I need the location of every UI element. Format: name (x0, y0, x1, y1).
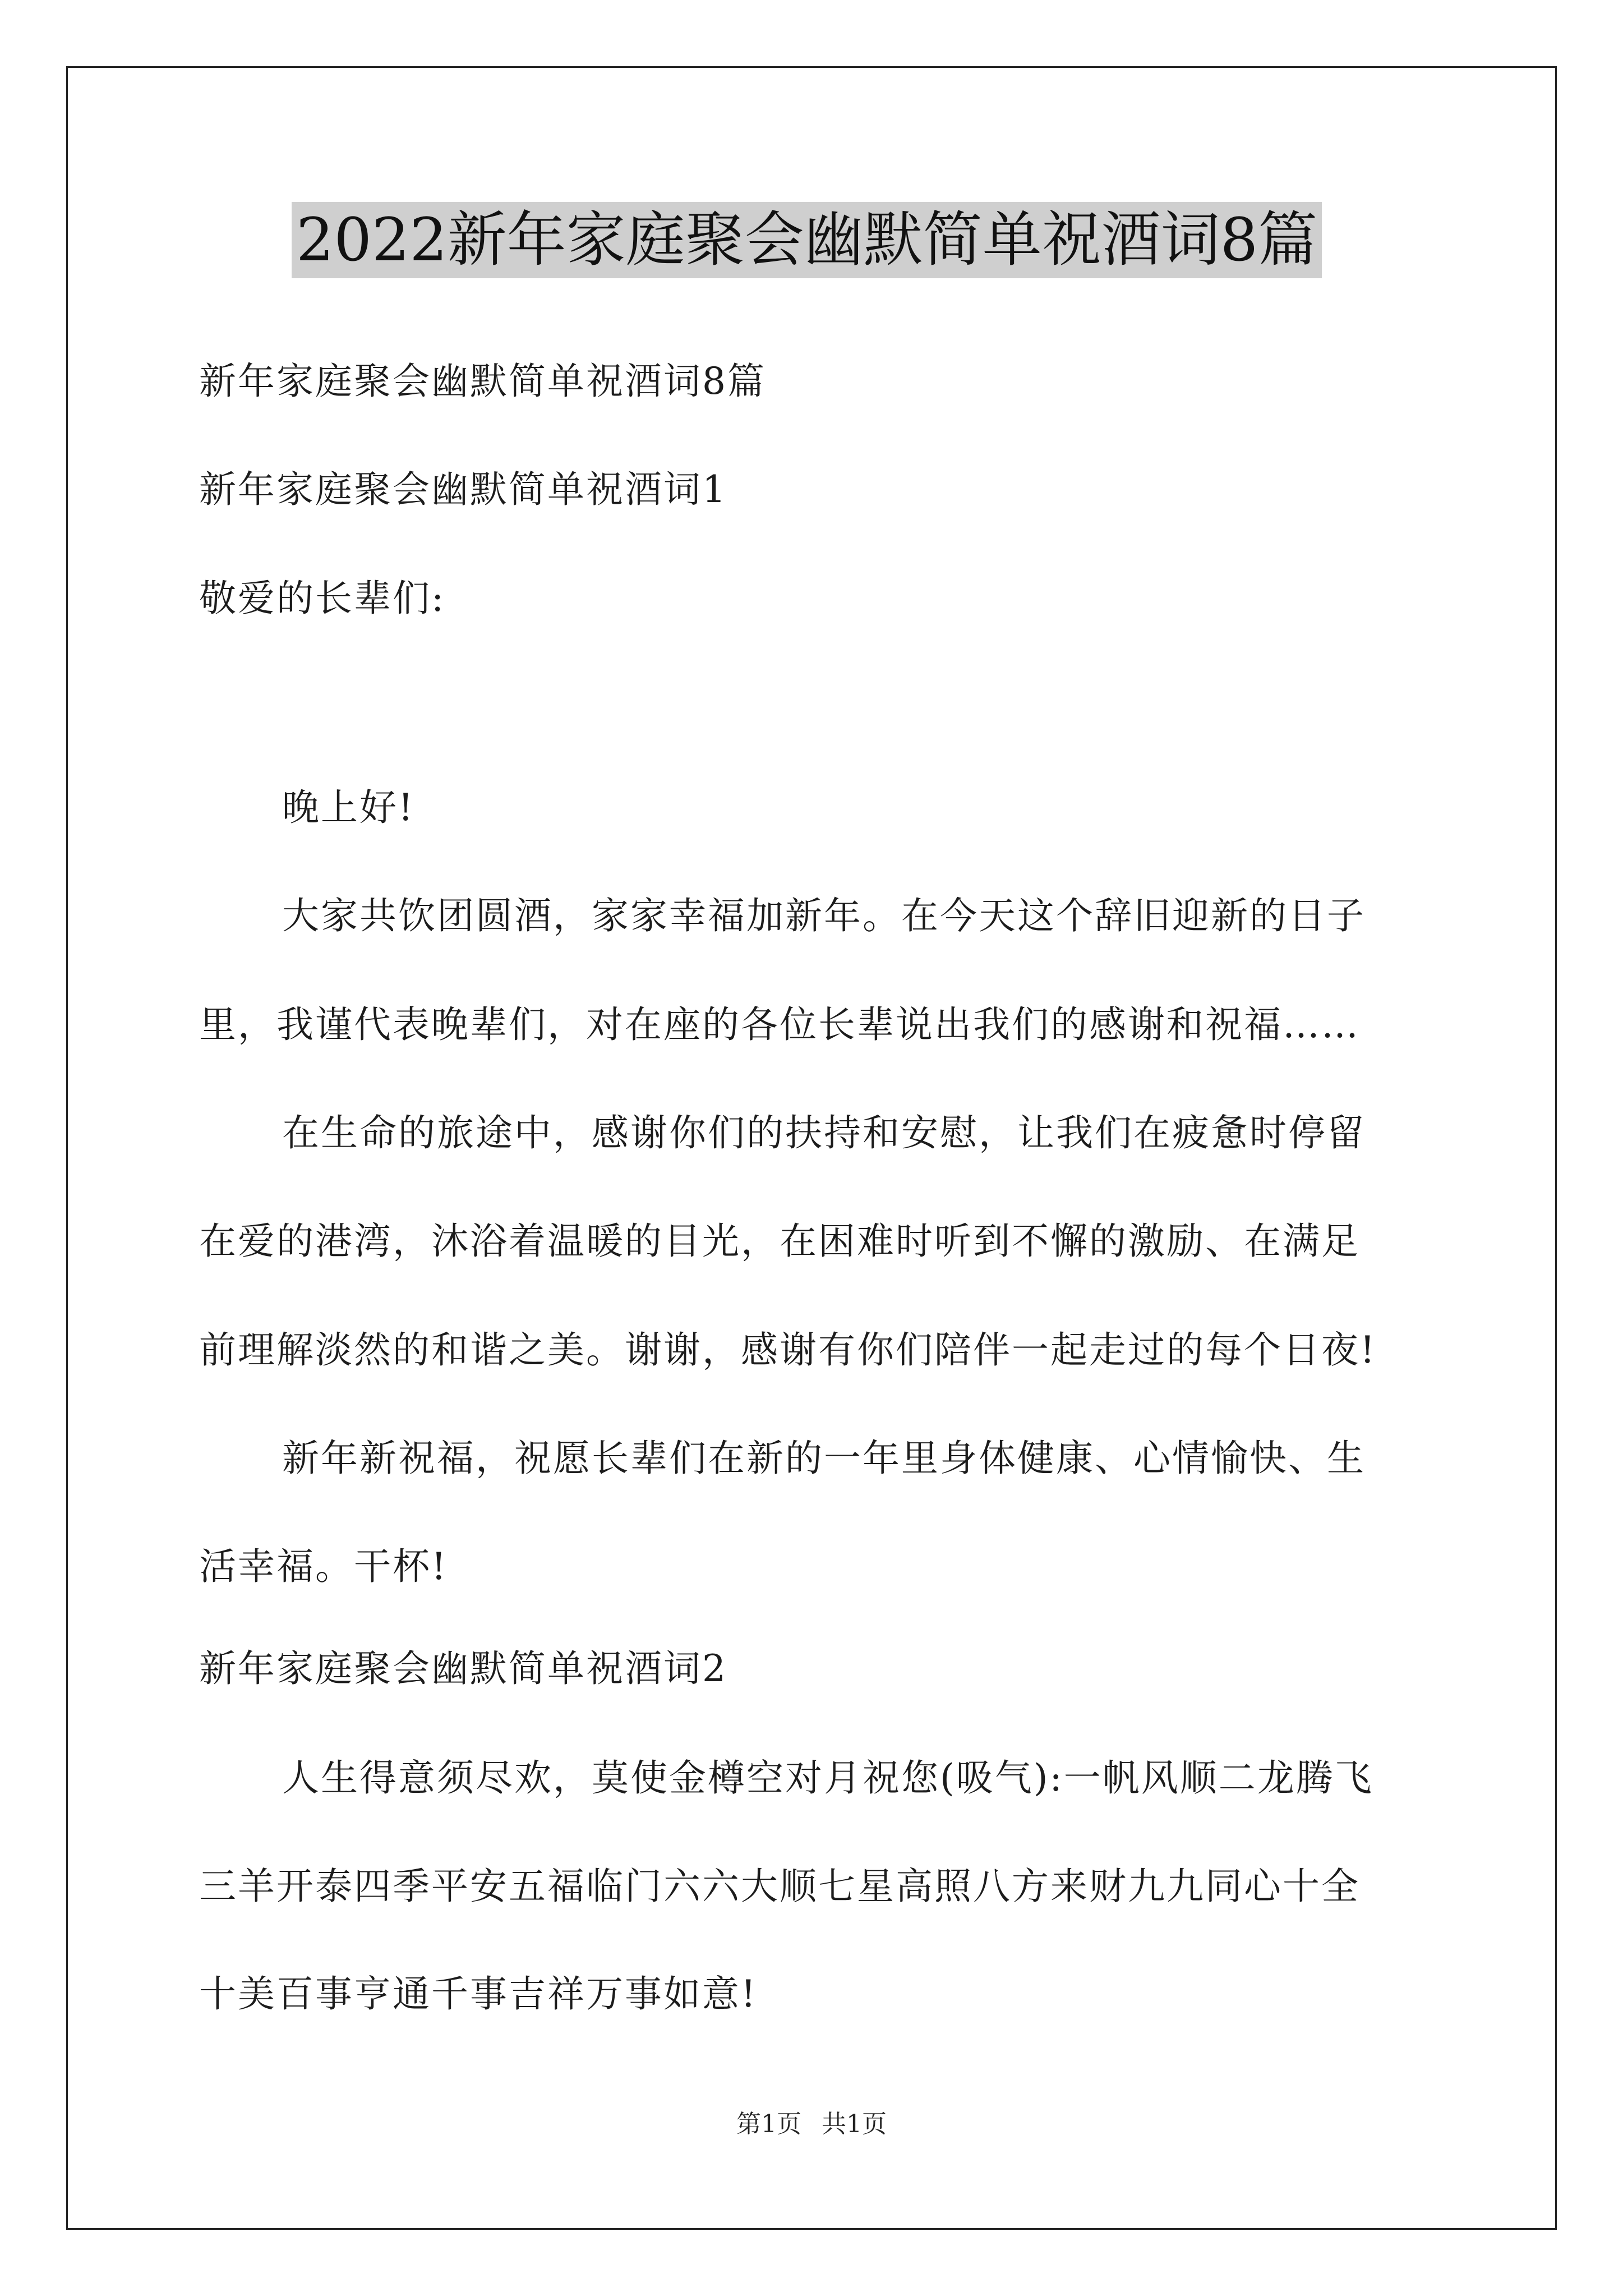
paragraph-line: 十美百事亨通千事吉祥万事如意! (199, 1972, 758, 2016)
paragraph-line: 大家共饮团圆酒，家家幸福加新年。在今天这个辞旧迎新的日子 (282, 894, 1366, 937)
section-heading-2: 新年家庭聚会幽默简单祝酒词2 (199, 1647, 727, 1690)
paragraph-line: 里，我谨代表晚辈们，对在座的各位长辈说出我们的感谢和祝福…… (199, 1003, 1360, 1046)
section-heading-1: 新年家庭聚会幽默简单祝酒词1 (199, 468, 727, 511)
paragraph-line: 新年新祝福，祝愿长辈们在新的一年里身体健康、心情愉快、生 (282, 1437, 1366, 1480)
greeting: 晚上好! (282, 786, 415, 829)
paragraph-line: 三羊开泰四季平安五福临门六六大顺七星高照八方来财九九同心十全 (199, 1865, 1360, 1908)
document-title: 2022新年家庭聚会幽默简单祝酒词8篇 (292, 202, 1322, 278)
paragraph-line: 前理解淡然的和谐之美。谢谢，感谢有你们陪伴一起走过的每个日夜! (199, 1328, 1377, 1372)
page-footer (0, 2104, 1623, 2139)
page-count: 共1页 (822, 2110, 887, 2138)
paragraph-line: 在爱的港湾，沐浴着温暖的目光，在困难时听到不懈的激励、在满足 (199, 1220, 1360, 1263)
paragraph-line: 人生得意须尽欢，莫使金樽空对月祝您(吸气):一帆风顺二龙腾飞 (282, 1756, 1373, 1800)
subtitle-line: 新年家庭聚会幽默简单祝酒词8篇 (199, 360, 766, 403)
paragraph-line: 活幸福。干杯! (199, 1545, 448, 1588)
page-number: 第1页 (736, 2110, 801, 2138)
paragraph-line: 在生命的旅途中，感谢你们的扶持和安慰，让我们在疲惫时停留 (282, 1111, 1366, 1154)
salutation: 敬爱的长辈们: (199, 577, 446, 620)
